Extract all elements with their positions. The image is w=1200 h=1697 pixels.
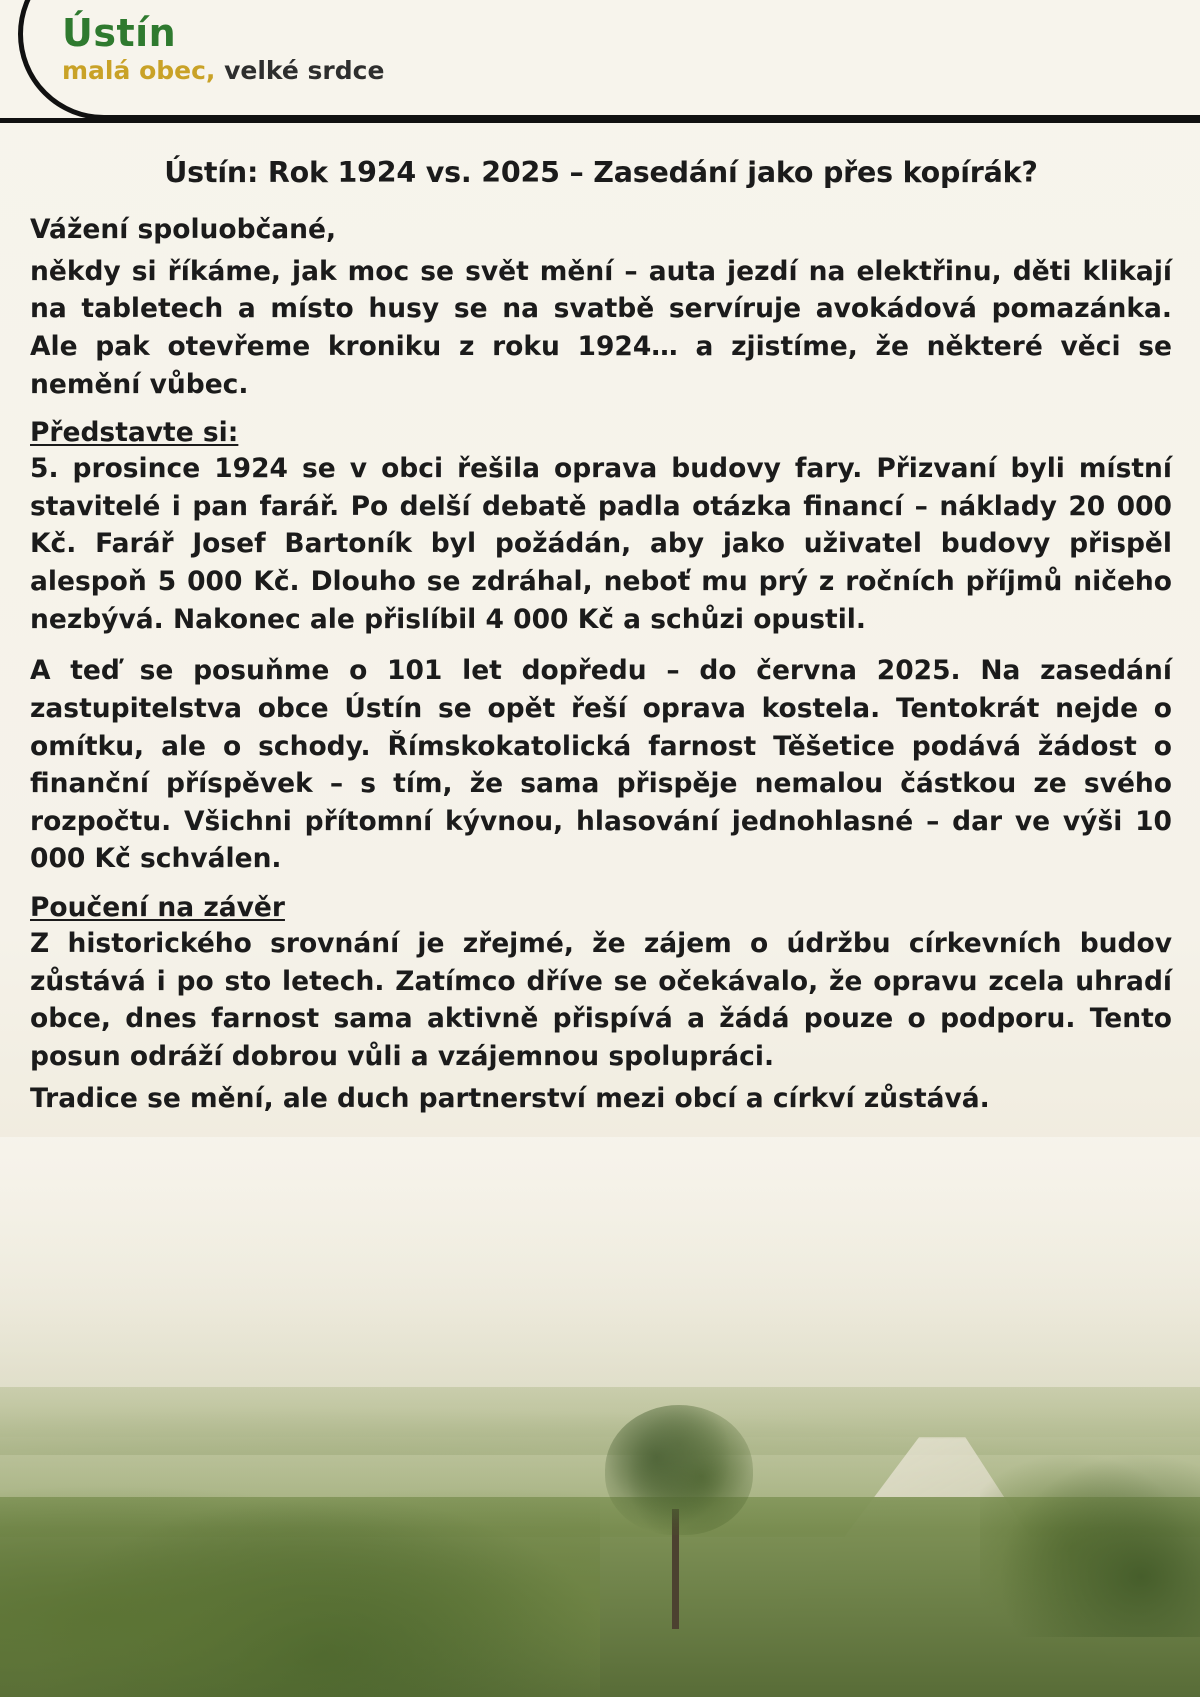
logo	[62, 11, 385, 85]
paragraph-2025: A teď se posuňme o 101 let dopředu – do června 2025. Na zasedání zastupitelstva obce Ústín se opět řeší oprava kostela. Tentokrát nejde o omítku, ale o schody. Římskokatolická farnost Těšetice podává žádost o finanční příspěvek – s tím, že sama přispěje nemalou částkou ze svého rozpočtu. Všichni přítomní kývnou, hlasování jednohlasné – dar ve výši 10 000 Kč schválen.	[30, 655, 1172, 875]
paragraph-intro: někdy si říkáme, jak moc se svět mění – auta jezdí na elektřinu, děti klikají na tabletech a místo husy se na svatbě servíruje avokádová pomazánka. Ale pak otevřeme kroniku z roku 1924… a zjistíme, že některé věci se nemění vůbec.	[30, 255, 1172, 400]
paragraph-closing: Tradice se mění, ale duch partnerství mezi obcí a církví zůstává.	[30, 1082, 990, 1114]
paragraph-conclusion: Z historického srovnání je zřejmé, že zájem o údržbu církevních budov zůstává i po sto letech. Zatímco dříve se očekávalo, že opravu zcela uhradí obce, dnes farnost sama aktivně přispívá a žádá pouze o podporu. Tento posun odráží dobrou vůli a vzájemnou spolupráci.	[30, 928, 1172, 1072]
paragraph-1924: 5. prosince 1924 se v obci řešila oprava budovy fary. Přizvaní byli místní stavitelé i pan farář. Po delší debatě padla otázka financí – náklady 20 000 Kč. Farář Josef Bartoník byl požádán, aby jako uživatel budovy přispěl alespoň 5 000 Kč. Dlouho se zdráhal, neboť mu prý z ročních příjmů ničeho nezbývá. Nakonec ale přislíbil 4 000 Kč a schůzi opustil.	[30, 453, 1172, 635]
logo-municipality-name: Ústín	[62, 11, 177, 55]
decorative-landscape-photo	[0, 1137, 1200, 1697]
article-body	[0, 122, 1200, 1117]
header-divider	[0, 118, 1200, 123]
logo-tagline-rest: velké srdce	[215, 56, 385, 85]
logo-tagline-strong: malá obec,	[62, 56, 216, 85]
photo-haze-overlay	[0, 1137, 1200, 1697]
letterhead	[0, 0, 1200, 122]
subheading-imagine: Představte si:	[30, 417, 239, 449]
page-title: Ústín: Rok 1924 vs. 2025 – Zasedání jako přes kopírák?	[164, 156, 1038, 189]
paragraph-greeting: Vážení spoluobčané,	[30, 214, 337, 245]
subheading-conclusion: Poučení na závěr	[30, 892, 285, 923]
logo-tagline	[62, 58, 384, 83]
logo-frame-mask	[300, 0, 1200, 6]
